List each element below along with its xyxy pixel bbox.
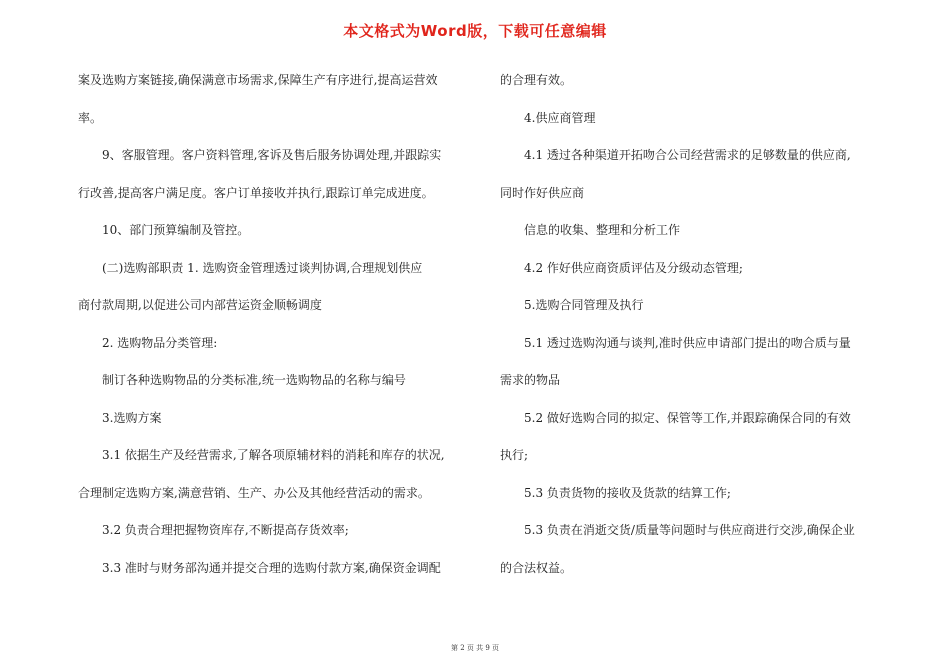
paragraph-line: 4.2 作好供应商资质评估及分级动态管理; (524, 260, 743, 275)
paragraph-line: 9、客服管理。客户资料管理,客诉及售后服务协调处理,并跟踪实 (102, 148, 442, 162)
paragraph-line: 2. 选购物品分类管理: (102, 335, 218, 350)
word-format-banner: 本文格式为Word版，下载可任意编辑 (343, 22, 607, 40)
paragraph-line: 的合理有效。 (500, 73, 573, 87)
paragraph-line: 3.1 依据生产及经营需求,了解各项原辅材料的消耗和库存的状况, (102, 448, 445, 462)
paragraph-line: 5.3 负责在消逝交货/质量等问题时与供应商进行交涉,确保企业 (524, 523, 855, 537)
paragraph-line: 3.2 负责合理把握物资库存,不断提高存货效率; (102, 523, 349, 537)
paragraph-line: 5.3 负责货物的接收及货款的结算工作; (524, 485, 731, 500)
page-number-footer: 第 2 页 共 9 页 (450, 644, 500, 652)
paragraph-line: 10、部门预算编制及管控。 (102, 223, 250, 237)
right-column (500, 62, 890, 587)
paragraph-line: 商付款周期,以促进公司内部营运资金顺畅调度 (78, 298, 322, 312)
paragraph-line: 合理制定选购方案,满意营销、生产、办公及其他经营活动的需求。 (78, 485, 430, 500)
paragraph-line: 的合法权益。 (500, 560, 573, 575)
paragraph-line: 信息的收集、整理和分析工作 (524, 223, 681, 237)
paragraph-line: 3.选购方案 (102, 410, 162, 425)
paragraph-line: 4.供应商管理 (524, 110, 596, 125)
paragraph-line: 5.1 透过选购沟通与谈判,准时供应申请部门提出的吻合质与量 (524, 335, 851, 350)
paragraph-line: 3.3 准时与财务部沟通并提交合理的选购付款方案,确保资金调配 (102, 560, 441, 575)
paragraph-line: 需求的物品 (500, 373, 561, 387)
paragraph-line: 行改善,提高客户满足度。客户订单接收并执行,跟踪订单完成进度。 (78, 185, 434, 200)
paragraph-line: (二)选购部职责 1. 选购资金管理透过谈判协调,合理规划供应 (102, 260, 423, 275)
paragraph-line: 5.2 做好选购合同的拟定、保管等工作,并跟踪确保合同的有效 (524, 410, 851, 425)
paragraph-line: 率。 (78, 110, 103, 125)
paragraph-line: 4.1 透过各种渠道开拓吻合公司经营需求的足够数量的供应商, (524, 148, 851, 162)
paragraph-line: 制订各种选购物品的分类标准,统一选购物品的名称与编号 (102, 373, 406, 387)
paragraph-line: 案及选购方案链接,确保满意市场需求,保障生产有序进行,提高运营效 (78, 73, 438, 87)
paragraph-line: 5.选购合同管理及执行 (524, 298, 644, 312)
paragraph-line: 执行; (500, 448, 529, 462)
left-column (78, 62, 478, 587)
paragraph-line: 同时作好供应商 (500, 185, 585, 200)
